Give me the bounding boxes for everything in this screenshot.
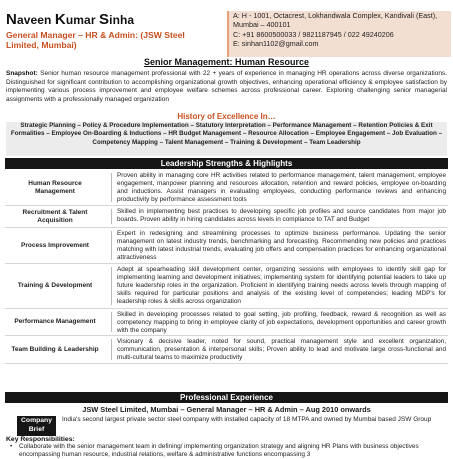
- name-initial: S: [99, 11, 110, 28]
- role-line: General Manager – HR & Admin: (JSW Steel: [6, 30, 185, 40]
- strength-row: [5, 336, 448, 364]
- candidate-name: [6, 11, 134, 28]
- contact-phone: C: +91 8600500033 / 9821187945 / 022 49240206: [233, 29, 394, 39]
- company-brief-label: [17, 416, 56, 436]
- name-initial: K: [54, 11, 66, 28]
- contact-email[interactable]: E: sinhan1102@gmail.com: [233, 38, 319, 48]
- name-initial: N: [6, 11, 17, 28]
- experience-header: Professional Experience: [5, 392, 448, 403]
- row-divider: [111, 173, 112, 202]
- snapshot-text: Senior human resource management professional with 22 + years of experience in managing HR operations across diverse organizations. Distinguished for significant contribution to accomplishing organizational growth objectives, enhancing operational efficiency & employee satisfaction by implementing various process improvement and employee welfare schemes across professional career. Exploring challenging senior managerial assignments with a professionally managed organization: [6, 70, 447, 103]
- strength-label: Human Resource Management: [28, 179, 82, 195]
- key-responsibilities-label: Key Responsibilities:: [6, 436, 75, 443]
- row-divider: [111, 339, 112, 360]
- history-box: Strategic Planning – Policy & Procedure Implementation – Statutory Interpretation – Performance Management – Retention Policies & Exit Formalities – Employee On-Boarding & Inductions – HR Budget Management – Resource Allocation – Employee Engagement – Job Evaluation – Competency Mapping – Talent Management – Training & Development – Team Leadership: [6, 122, 447, 156]
- strengths-header: Leadership Strengths & Highlights: [5, 158, 448, 169]
- strength-text: Expert in redesigning and streamlining processes to optimize business performance. Updating the senior management on latest industry trends, benchmarking and forecasting. Recommending new policies and practices matching with latest industrial trends, evaluating job offers and compensation practices for enhancing organizational attractiveness: [117, 230, 446, 262]
- current-role: [6, 30, 220, 51]
- snapshot-label: Snapshot:: [6, 70, 38, 77]
- strength-row: [5, 170, 448, 206]
- strength-row: [5, 228, 448, 264]
- company-brief-text: India's second largest private sector steel company with installed capacity of 18 MTPA and owned by Mumbai based JSW Group: [62, 416, 432, 423]
- job-heading: JSW Steel Limited, Mumbai – General Manager – HR & Admin – Aug 2010 onwards: [82, 405, 371, 414]
- strength-label: Training & Development: [17, 282, 93, 289]
- strength-label: Process Improvement: [21, 241, 89, 249]
- strength-label: Recruitment & Talent Acquisition: [22, 208, 88, 224]
- name-part: aveen: [16, 13, 55, 27]
- profile-title: Senior Management: Human Resource: [143, 57, 310, 67]
- strength-text: Adept at spearheading skill development center, organizing sessions with employees to identify skill gap for implementing learning and development initiatives; implementing system for identifying potential leaders to take up future leadership roles in the organization. Proficient in identifying training needs across levels through mapping of skills required for particular positions and analysis of the existing level of competencies; leading MDP's for leadership roles & skills across organization: [117, 266, 446, 306]
- resume-header: [6, 11, 446, 53]
- strength-label: Team Building & Leadership: [11, 345, 99, 353]
- strength-row: [5, 206, 448, 228]
- strength-row: [5, 309, 448, 336]
- role-line: Limited, Mumbai): [6, 40, 77, 51]
- row-divider: [111, 312, 112, 332]
- bullet-icon: •: [10, 443, 13, 450]
- contact-address-city: Mumbai – 400101: [233, 20, 291, 30]
- strength-row: [5, 264, 448, 309]
- company-brief-label-line: Company: [21, 417, 52, 424]
- snapshot-paragraph: [6, 70, 447, 104]
- row-divider: [111, 231, 112, 260]
- strength-text: Skilled in developing processes related to goal setting, job profiling, feedback, reward & recognition as well as competency mapping to bring in employee clarity of job expectations, development opportunities and career growth with the company: [117, 311, 446, 335]
- strength-text: Proven ability in managing core HR activities related to performance management, talent management, employee engagement, manpower planning and resources allocation, retention and reward policies, employee on-boarding and inductions. Assist managers in evaluating employees, conducting performance reviews and enhancing productivity by performance assessment tools: [117, 172, 446, 204]
- row-divider: [111, 209, 112, 224]
- strength-text: Visionary & decisive leader, noted for sound, practical management style and excellent organization, communication, presentation & interpersonal skills; Proven ability to lead and motivate large cross-functional and multi-cultural teams to maximize productivity: [117, 338, 446, 362]
- row-divider: [111, 267, 112, 305]
- responsibility-text: Collaborate with the senior management team in defining/ implementing organization strategy and aligning HR Plans with business objectives encompassing human resource, industrial relations, welfare & administrative functions encompassing 3: [19, 443, 419, 458]
- history-title: History of Excellence In…: [177, 112, 276, 121]
- name-part: umar: [65, 13, 100, 27]
- name-part: inha: [109, 13, 135, 27]
- company-brief-label-line: Brief: [28, 425, 45, 433]
- contact-address: A: H - 1001, Octacrest, Lokhandwala Complex, Kandivali (East),: [233, 11, 438, 20]
- strength-label: Performance Management: [14, 318, 96, 325]
- contact-box: [227, 11, 451, 57]
- strength-text: Skilled in implementing best practices to developing specific job profiles and source candidates from major job boards. Proven ability in hiring candidates across levels in compliance to TAT and Budget: [117, 208, 446, 224]
